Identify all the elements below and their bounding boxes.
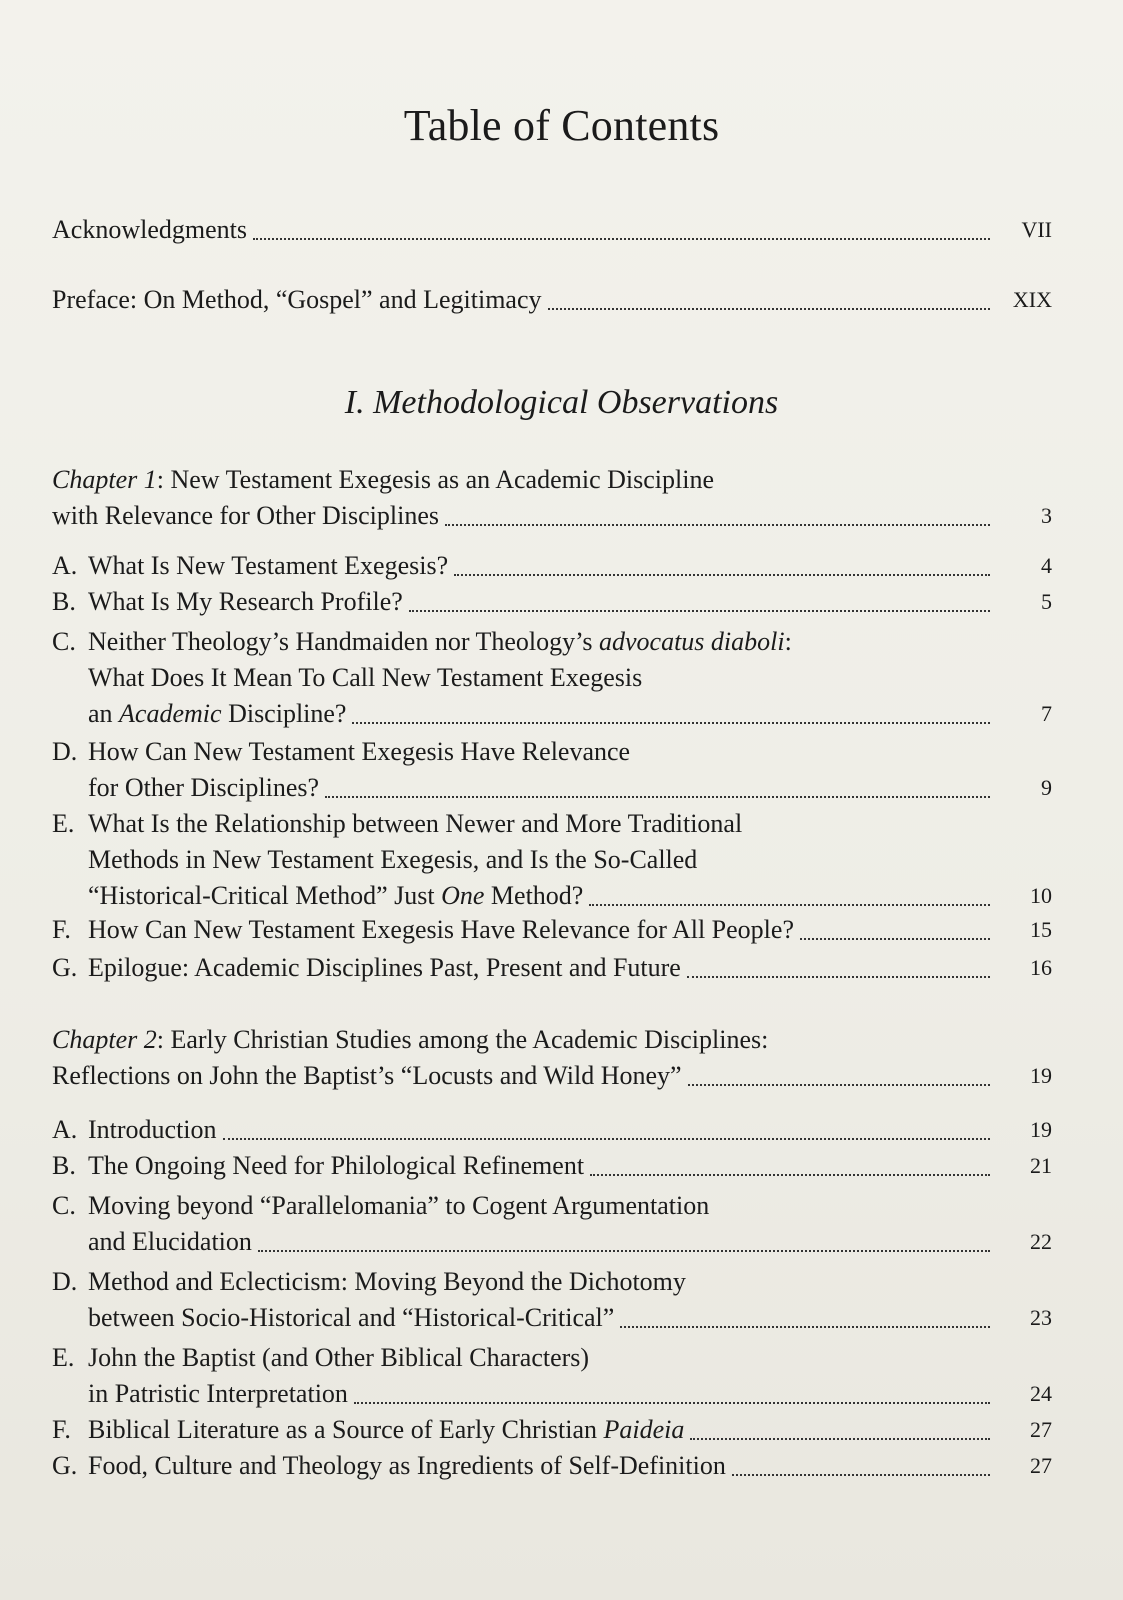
section-title: The Ongoing Need for Philological Refinement (88, 1151, 585, 1180)
section-letter: G. (52, 1451, 78, 1480)
page-number: 16 (1030, 955, 1052, 980)
toc-section-1f[interactable] (52, 912, 1052, 948)
page-number: 10 (1030, 883, 1052, 908)
toc-section-2c[interactable] (52, 1188, 1052, 1260)
chapter-prefix: Chapter 2 (52, 1025, 157, 1054)
chapter-title-line: with Relevance for Other Disciplines (52, 501, 439, 530)
section-letter: D. (52, 737, 78, 766)
dot-leader (687, 975, 990, 978)
page-number: 7 (1041, 701, 1052, 726)
entry-label: Preface: On Method, “Gospel” and Legitimacy (52, 285, 542, 314)
page-number: 3 (1041, 503, 1052, 528)
section-title: What Is My Research Profile? (88, 587, 403, 616)
page-number: 4 (1041, 553, 1052, 578)
section-letter: C. (52, 1191, 76, 1220)
page-number: 15 (1030, 917, 1052, 942)
page-number: 27 (1030, 1453, 1052, 1478)
page-number: 19 (1030, 1117, 1052, 1142)
section-title-line: Moving beyond “Parallelomania” to Cogent Argumentation (88, 1191, 710, 1220)
dot-leader (445, 523, 990, 526)
section-letter: F. (52, 1415, 71, 1444)
chapter-prefix: Chapter 1 (52, 465, 157, 494)
section-title: Introduction (88, 1115, 217, 1144)
section-title-line: John the Baptist (and Other Biblical Characters) (88, 1343, 590, 1372)
page-number: 23 (1030, 1305, 1052, 1330)
dot-leader (590, 1173, 990, 1176)
section-title-italic: Academic (119, 699, 222, 728)
page-number: VII (1021, 217, 1052, 242)
dot-leader (253, 237, 990, 240)
dot-leader (732, 1473, 990, 1476)
section-letter: E. (52, 1343, 75, 1372)
section-letter: F. (52, 915, 71, 944)
toc-section-2b[interactable] (52, 1148, 1052, 1184)
section-letter: A. (52, 1115, 78, 1144)
section-letter: E. (52, 809, 75, 838)
section-title-line: Method and Eclecticism: Moving Beyond the Dichotomy (88, 1267, 686, 1296)
page-number: 19 (1030, 1063, 1052, 1088)
section-letter: B. (52, 1151, 76, 1180)
toc-entry-acknowledgments[interactable] (52, 212, 1052, 248)
chapter-title-line: : Early Christian Studies among the Academic Disciplines: (156, 1025, 769, 1054)
dot-leader (352, 721, 990, 724)
dot-leader (688, 1083, 990, 1086)
dot-leader (454, 573, 990, 576)
section-title-line: between Socio-Historical and “Historical-Critical” (88, 1303, 615, 1332)
page-title: Table of Contents (403, 101, 720, 150)
section-title-italic: Paideia (603, 1415, 685, 1444)
page-number: 27 (1030, 1417, 1052, 1442)
section-title-line: Methods in New Testament Exegesis, and Is the So-Called (88, 845, 698, 874)
section-title-line: What Does It Mean To Call New Testament Exegesis (88, 663, 643, 692)
toc-chapter-1[interactable] (52, 462, 1052, 534)
toc-section-1a[interactable] (52, 548, 1052, 584)
section-title: Food, Culture and Theology as Ingredients of Self-Definition (88, 1451, 726, 1480)
section-title: Epilogue: Academic Disciplines Past, Present and Future (88, 953, 681, 982)
section-title-part: Neither Theology’s Handmaiden nor Theology’s (88, 627, 599, 656)
chapter-title-line: : New Testament Exegesis as an Academic Discipline (156, 465, 714, 494)
section-title-line: and Elucidation (88, 1227, 252, 1256)
page-number: XIX (1012, 287, 1052, 312)
section-title: How Can New Testament Exegesis Have Relevance for All People? (88, 915, 794, 944)
dot-leader (589, 903, 990, 906)
section-title-italic: One (441, 881, 485, 910)
toc-entry-preface[interactable] (52, 282, 1052, 318)
section-letter: B. (52, 587, 76, 616)
toc-section-2e[interactable] (52, 1340, 1052, 1412)
section-letter: A. (52, 551, 78, 580)
chapter-title-line: Reflections on John the Baptist’s “Locusts and Wild Honey” (52, 1061, 682, 1090)
toc-section-1e[interactable] (52, 806, 1052, 914)
dot-leader (325, 795, 990, 798)
entry-label: Acknowledgments (52, 215, 247, 244)
section-title-part: Biblical Literature as a Source of Early Christian (88, 1415, 604, 1444)
section-letter: D. (52, 1267, 78, 1296)
dot-leader (354, 1401, 990, 1404)
section-title-line: for Other Disciplines? (88, 773, 320, 802)
page-number: 9 (1041, 775, 1052, 800)
section-title-line: How Can New Testament Exegesis Have Relevance (88, 737, 631, 766)
toc-section-1b[interactable] (52, 584, 1052, 620)
toc-section-1g[interactable] (52, 950, 1052, 986)
toc-section-1c[interactable] (52, 624, 1052, 732)
section-title-part: Discipline? (221, 699, 347, 728)
dot-leader (223, 1137, 990, 1140)
section-title-line: in Patristic Interpretation (88, 1379, 348, 1408)
toc-section-2g[interactable] (52, 1448, 1052, 1484)
toc-section-2a[interactable] (52, 1112, 1052, 1148)
section-title-italic: advocatus diaboli (599, 627, 785, 656)
dot-leader (620, 1325, 990, 1328)
section-letter: G. (52, 953, 78, 982)
section-title-part: “Historical-Critical Method” Just (88, 881, 442, 910)
toc-section-1d[interactable] (52, 734, 1052, 806)
section-letter: C. (52, 627, 76, 656)
toc-section-2d[interactable] (52, 1264, 1052, 1336)
part-heading: I. Methodological Observations (344, 384, 779, 421)
page-number: 5 (1041, 589, 1052, 614)
toc-section-2f[interactable] (52, 1412, 1052, 1448)
page-number: 22 (1030, 1229, 1052, 1254)
dot-leader (258, 1249, 990, 1252)
section-title: What Is New Testament Exegesis? (88, 551, 449, 580)
section-title-part: an (88, 699, 120, 728)
section-title-part: : (784, 627, 792, 656)
page-number: 21 (1030, 1153, 1052, 1178)
section-title-part: Method? (484, 881, 584, 910)
dot-leader (690, 1437, 990, 1440)
toc-chapter-2[interactable] (52, 1022, 1052, 1094)
page-number: 24 (1030, 1381, 1052, 1406)
dot-leader (800, 937, 990, 940)
section-title-line: What Is the Relationship between Newer and More Traditional (88, 809, 743, 838)
dot-leader (409, 609, 990, 612)
dot-leader (548, 307, 991, 310)
